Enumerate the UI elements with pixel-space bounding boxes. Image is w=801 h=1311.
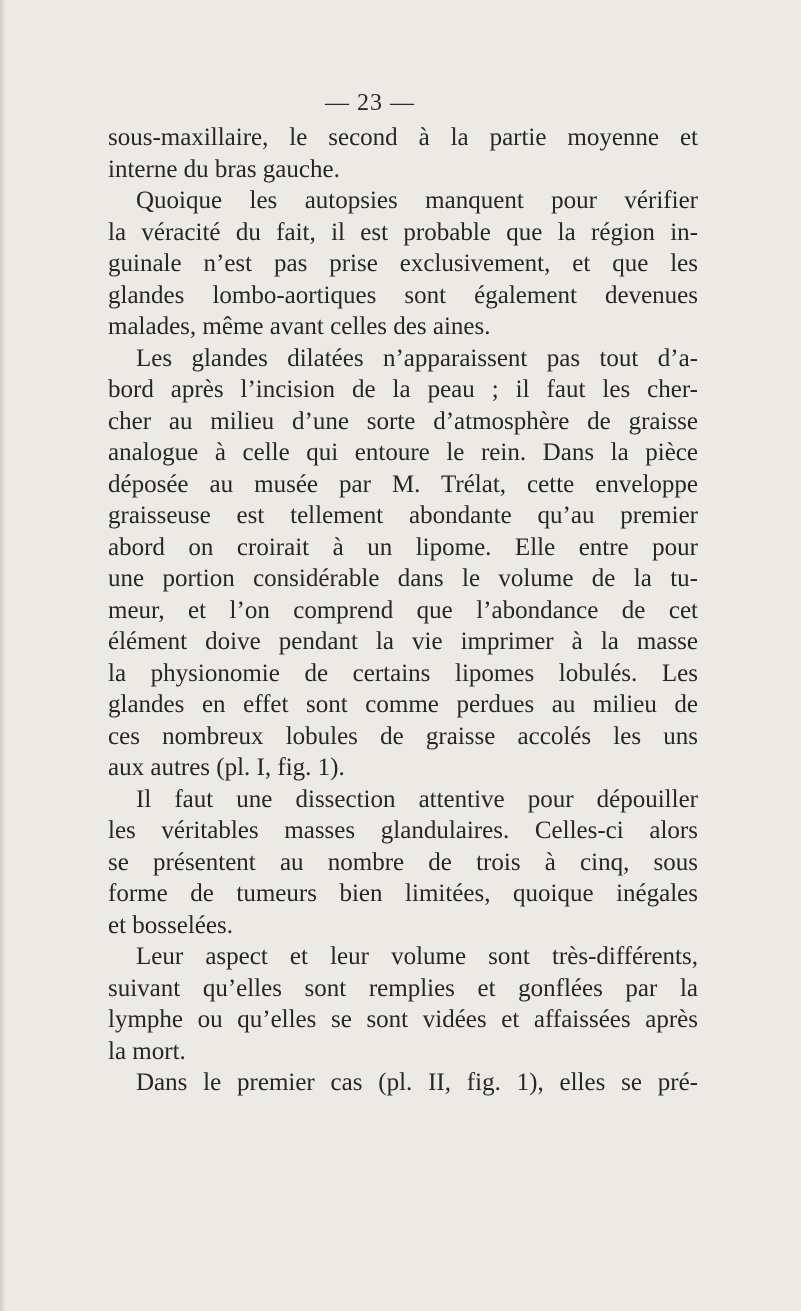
text-line: glandes en effet sont comme perdues au milieu de (108, 691, 698, 718)
page-number: — 23 — (325, 90, 415, 116)
text-line: élément doive pendant la vie imprimer à la masse (108, 628, 698, 655)
body-text (108, 122, 698, 1099)
text-line: cher au milieu d’une sorte d’atmosphère de graisse (108, 407, 698, 435)
text-line: suivant qu’elles sont remplies et gonflées par la (108, 974, 698, 1002)
text-line: forme de tumeurs bien limitées, quoique inégales (108, 880, 698, 907)
text-line: analogue à celle qui entoure le rein. Dans la pièce (108, 439, 698, 466)
text-line: une portion considérable dans le volume de la tu- (108, 565, 698, 592)
text-line: lymphe ou qu’elles se sont vidées et affaissées après (108, 1006, 698, 1033)
text-line: Dans le premier cas (pl. II, fig. 1), elles se pré- (136, 1069, 698, 1096)
text-line: la véracité du fait, il est probable que la région in- (108, 218, 698, 246)
text-line: se présentent au nombre de trois à cinq, sous (108, 848, 698, 876)
text-line: meur, et l’on comprend que l’abondance de cet (108, 596, 698, 624)
text-line: Quoique les autopsies manquent pour vérifier (136, 187, 698, 214)
text-line: Il faut une dissection attentive pour dépouiller (136, 785, 698, 813)
binding-shadow (0, 0, 6, 1311)
text-line: graisseuse est tellement abondante qu’au premier (108, 502, 698, 529)
text-line: Leur aspect et leur volume sont très-différents, (136, 943, 698, 970)
text-line: sous-maxillaire, le second à la partie moyenne et (108, 124, 698, 151)
text-line: la physionomie de certains lipomes lobulés. Les (108, 659, 698, 687)
text-line: les véritables masses glandulaires. Celles-ci alors (108, 817, 698, 844)
text-line: guinale n’est pas prise exclusivement, et que les (108, 250, 698, 277)
text-line: Les glandes dilatées n’apparaissent pas tout d’a- (136, 344, 698, 372)
text-line: déposée au musée par M. Trélat, cette enveloppe (108, 470, 698, 498)
text-line: malades, même avant celles des aines. (108, 313, 491, 340)
text-line: abord on croirait à un lipome. Elle entre pour (108, 533, 698, 561)
text-line: interne du bras gauche. (108, 155, 340, 183)
text-line: bord après l’incision de la peau ; il faut les cher- (108, 376, 698, 403)
text-line: glandes lombo-aortiques sont également devenues (108, 281, 698, 309)
text-line: ces nombreux lobules de graisse accolés les uns (108, 722, 698, 750)
text-line: la mort. (108, 1037, 186, 1065)
text-line: et bosselées. (108, 911, 233, 939)
text-line: aux autres (pl. I, fig. 1). (108, 754, 345, 781)
